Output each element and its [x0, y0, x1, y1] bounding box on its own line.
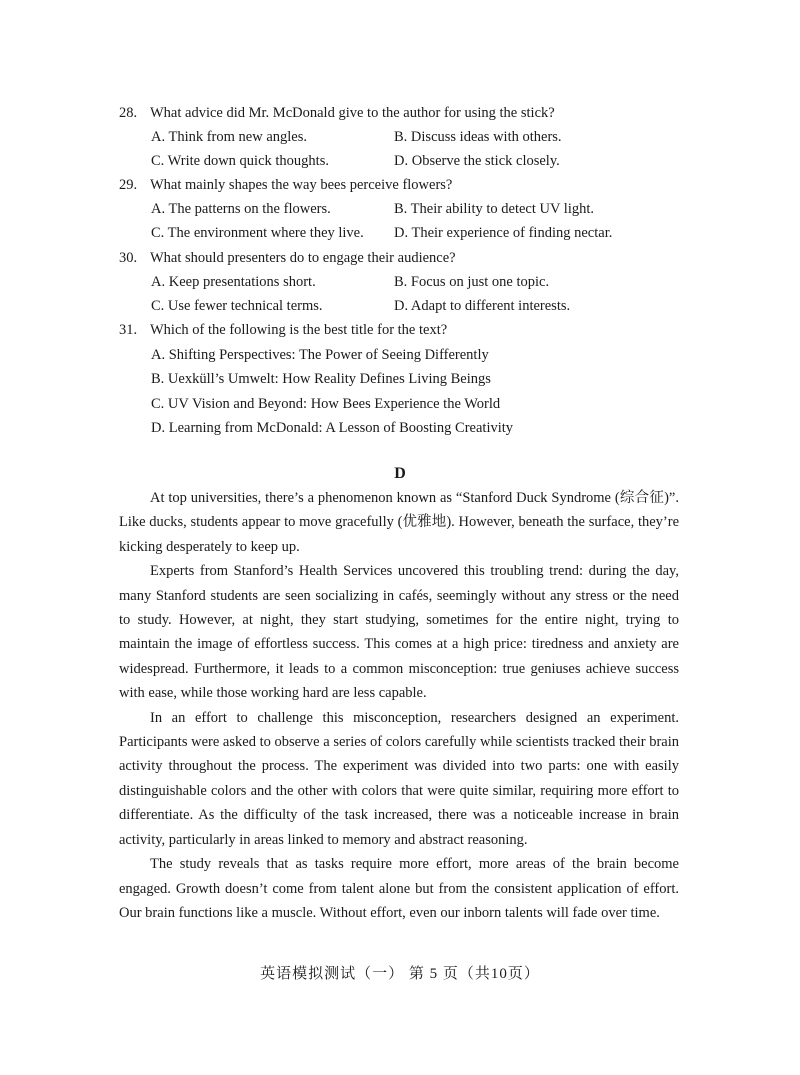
question-number: 31. — [119, 322, 138, 338]
question-stem: What should presenters do to engage their audience? — [150, 250, 456, 266]
option-31-b: B. Uexküll’s Umwelt: How Reality Defines Living Beings — [151, 371, 491, 387]
question-28 — [119, 104, 679, 122]
option-30-b: B. Focus on just one topic. — [394, 274, 550, 290]
question-29 — [119, 176, 679, 194]
option-28-a: A. Think from new angles. — [151, 129, 307, 145]
option-29-d: D. Their experience of finding nectar. — [394, 225, 613, 241]
question-31 — [119, 321, 679, 339]
option-28-b: B. Discuss ideas with others. — [394, 129, 562, 145]
question-stem: Which of the following is the best title for the text? — [150, 322, 448, 338]
option-31-a: A. Shifting Perspectives: The Power of Seeing Differently — [151, 347, 489, 363]
option-29-a: A. The patterns on the flowers. — [151, 201, 331, 217]
passage-paragraph-1: At top universities, there’s a phenomenon known as “Stanford Duck Syndrome (综合征)”. Like ducks, students appear to move gracefully (优雅地). However, beneath the surface, they’re kicking desperately to keep up. — [119, 490, 679, 555]
question-number: 30. — [119, 250, 138, 266]
option-29-c: C. The environment where they live. — [151, 225, 364, 241]
page-footer: 英语模拟测试（一） 第 5 页（共10页） — [260, 966, 540, 982]
question-number: 28. — [119, 105, 138, 121]
option-29-b: B. Their ability to detect UV light. — [394, 201, 595, 217]
question-number: 29. — [119, 177, 138, 193]
option-28-d: D. Observe the stick closely. — [394, 153, 560, 169]
passage-paragraph-2: Experts from Stanford’s Health Services uncovered this troubling trend: during the day, many Stanford students are seen socializing in cafés, seemingly without any stress or the need to study. However, at night, they start studying, sometimes for the entire night, trying to maintain the image of effortless success. This comes at a high price: tiredness and anxiety are widespread. Furthermore, it leads to a common misconception: true geniuses achieve success with ease, while those working hard are less capable. — [119, 563, 679, 702]
option-31-d: D. Learning from McDonald: A Lesson of Boosting Creativity — [151, 420, 514, 436]
option-30-c: C. Use fewer technical terms. — [151, 298, 323, 314]
reading-passage — [119, 486, 679, 925]
question-stem: What advice did Mr. McDonald give to the author for using the stick? — [150, 105, 555, 121]
option-28-c: C. Write down quick thoughts. — [151, 153, 329, 169]
option-31-c: C. UV Vision and Beyond: How Bees Experience the World — [151, 396, 501, 412]
question-stem: What mainly shapes the way bees perceive flowers? — [150, 177, 453, 193]
question-30 — [119, 249, 679, 267]
passage-paragraph-3: In an effort to challenge this misconception, researchers designed an experiment. Participants were asked to observe a series of colors carefully while scientists tracked their brain activity throughout the process. The experiment was divided into two parts: one with easily distinguishable colors and the other with colors that were quite similar, requiring more effort to differentiate. As the difficulty of the task increased, there was a noticeable increase in brain activity, particularly in areas linked to memory and abstract reasoning. — [119, 709, 679, 848]
section-heading: D — [394, 465, 406, 482]
option-30-d: D. Adapt to different interests. — [394, 298, 571, 314]
passage-paragraph-4: The study reveals that as tasks require more effort, more areas of the brain become engaged. Growth doesn’t come from talent alone but from the consistent application of effort. Our brain functions like a muscle. Without effort, even our inborn talents will fade over time. — [119, 856, 679, 921]
option-30-a: A. Keep presentations short. — [151, 274, 316, 290]
